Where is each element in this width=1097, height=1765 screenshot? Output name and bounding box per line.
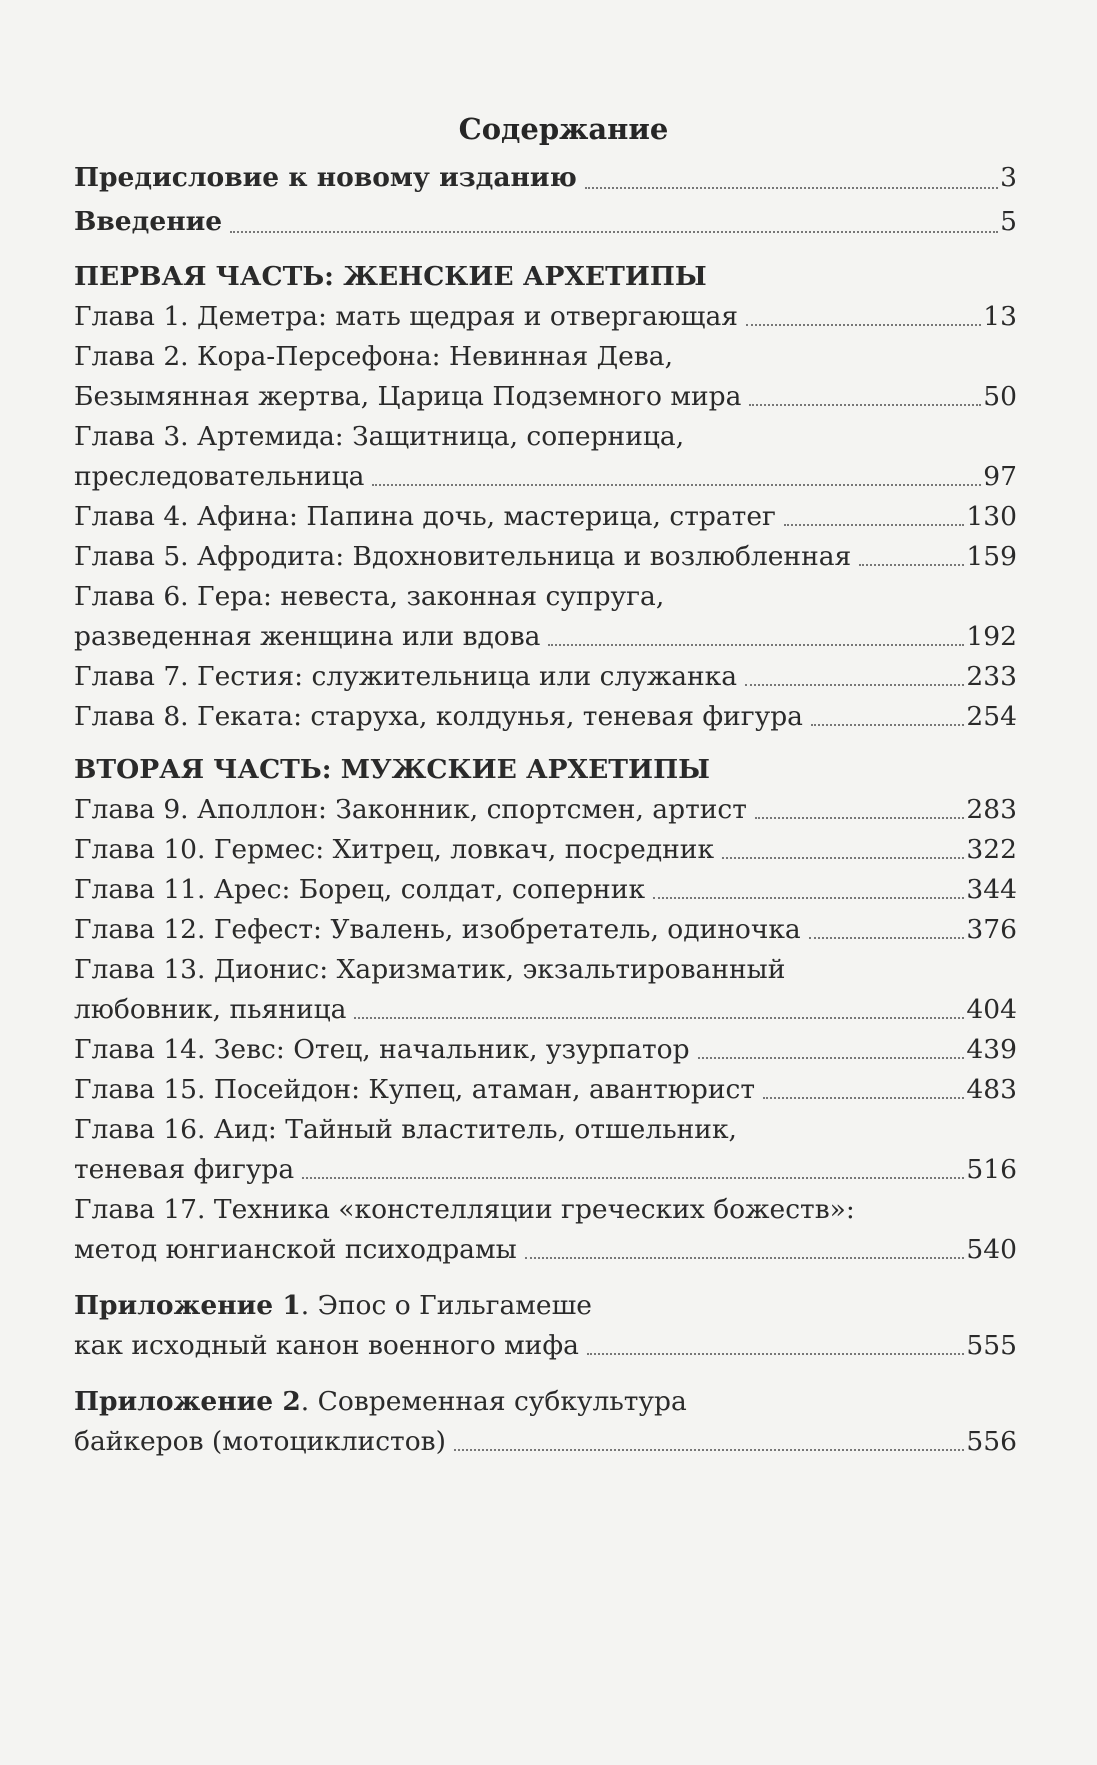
leader-dots — [746, 324, 981, 326]
front-matter — [74, 156, 1017, 244]
entry-title-line1: Глава 2. Кора-Персефона: Невинная Дева, — [74, 341, 674, 372]
leader-dots — [230, 231, 998, 233]
toc-entry-ch4[interactable] — [74, 497, 1017, 537]
toc-entry-ch3[interactable] — [74, 417, 1017, 497]
entry-title-line2: байкеров (мотоциклистов) — [74, 1426, 446, 1457]
toc-entry-appendix1[interactable] — [74, 1286, 1017, 1366]
entry-title-line2: преследовательница — [74, 461, 365, 492]
leader-dots — [811, 724, 964, 726]
entry-title-line1: Глава 16. Аид: Тайный властитель, отшельник, — [74, 1114, 737, 1145]
leader-dots — [784, 524, 965, 526]
leader-dots — [587, 1353, 965, 1355]
toc-entry-ch5[interactable] — [74, 537, 1017, 577]
entry-title-line2: Безымянная жертва, Царица Подземного мира — [74, 381, 742, 412]
leader-dots — [372, 484, 981, 486]
entry-page: 254 — [966, 701, 1017, 732]
toc-entry-ch7[interactable] — [74, 657, 1017, 697]
entry-title-line2: метод юнгианской психодрамы — [74, 1234, 517, 1265]
entry-page: 344 — [966, 874, 1017, 905]
entry-page: 5 — [1000, 206, 1017, 237]
entry-title: Глава 11. Арес: Борец, солдат, соперник — [74, 874, 646, 905]
entry-title: Глава 12. Гефест: Увалень, изобретатель, одиночка — [74, 914, 801, 945]
entry-title-line1: . Эпос о Гильгамеше — [300, 1290, 592, 1321]
leader-dots — [354, 1017, 964, 1019]
toc-entry-ch15[interactable] — [74, 1070, 1017, 1110]
toc-entry-ch9[interactable] — [74, 790, 1017, 830]
entry-page: 283 — [966, 794, 1017, 825]
entry-title-line1: Глава 6. Гера: невеста, законная супруга, — [74, 581, 665, 612]
entry-page: 483 — [966, 1074, 1017, 1105]
toc-entry-ch8[interactable] — [74, 697, 1017, 737]
toc-entry-ch10[interactable] — [74, 830, 1017, 870]
entry-title: Глава 10. Гермес: Хитрец, ловкач, посредник — [74, 834, 715, 865]
entry-title: Введение — [74, 206, 223, 237]
toc-entry-ch2[interactable] — [74, 337, 1017, 417]
entry-page: 192 — [966, 621, 1017, 652]
page-title: Содержание — [458, 112, 669, 146]
entry-page: 233 — [966, 661, 1017, 692]
entry-page: 50 — [983, 381, 1017, 412]
entry-title: Глава 8. Геката: старуха, колдунья, теневая фигура — [74, 701, 803, 732]
entry-title-line1: Глава 3. Артемида: Защитница, соперница, — [74, 421, 685, 452]
entry-page: 439 — [966, 1034, 1017, 1065]
entry-title-line2: теневая фигура — [74, 1154, 295, 1185]
toc-entry-ch6[interactable] — [74, 577, 1017, 657]
entry-title-line1: Глава 13. Дионис: Харизматик, экзальтированный — [74, 954, 786, 985]
entry-page: 322 — [966, 834, 1017, 865]
entry-page: 404 — [966, 994, 1017, 1025]
entry-page: 540 — [966, 1234, 1017, 1265]
leader-dots — [859, 564, 964, 566]
toc-entry-ch11[interactable] — [74, 870, 1017, 910]
leader-dots — [302, 1177, 964, 1179]
entry-page: 516 — [966, 1154, 1017, 1185]
entry-page: 13 — [983, 301, 1017, 332]
leader-dots — [809, 937, 965, 939]
appendix-label: Приложение 2 — [74, 1386, 301, 1417]
entry-page: 159 — [966, 541, 1017, 572]
appendix-label: Приложение 1 — [74, 1290, 301, 1321]
part1-heading: ПЕРВАЯ ЧАСТЬ: ЖЕНСКИЕ АРХЕТИПЫ — [74, 261, 707, 292]
entry-title: Глава 1. Деметра: мать щедрая и отвергающая — [74, 301, 738, 332]
toc-entry-introduction[interactable] — [74, 200, 1017, 244]
leader-dots — [548, 644, 964, 646]
leader-dots — [745, 684, 964, 686]
toc-entry-appendix2[interactable] — [74, 1382, 1017, 1462]
leader-dots — [722, 857, 964, 859]
leader-dots — [755, 817, 965, 819]
toc-entry-preface[interactable] — [74, 156, 1017, 200]
entry-title: Глава 4. Афина: Папина дочь, мастерица, стратег — [74, 501, 776, 532]
entry-title: Глава 5. Афродита: Вдохновительница и возлюбленная — [74, 541, 852, 572]
entry-page: 376 — [966, 914, 1017, 945]
leader-dots — [454, 1449, 964, 1451]
entry-page: 97 — [983, 461, 1017, 492]
entry-page: 555 — [966, 1330, 1017, 1361]
leader-dots — [698, 1057, 965, 1059]
toc-entry-ch16[interactable] — [74, 1110, 1017, 1190]
entry-title: Глава 7. Гестия: служительница или служанка — [74, 661, 738, 692]
leader-dots — [525, 1257, 965, 1259]
entry-page: 556 — [966, 1426, 1017, 1457]
entry-title-line2: любовник, пьяница — [74, 994, 347, 1025]
toc-entry-ch12[interactable] — [74, 910, 1017, 950]
leader-dots — [653, 897, 964, 899]
entry-title-line2: как исходный канон военного мифа — [74, 1330, 579, 1361]
toc-entry-ch13[interactable] — [74, 950, 1017, 1030]
leader-dots — [585, 187, 998, 189]
toc-entry-ch14[interactable] — [74, 1030, 1017, 1070]
entry-title-line1: Глава 17. Техника «констелляции греческих божеств»: — [74, 1194, 855, 1225]
entry-page: 3 — [1000, 162, 1017, 193]
entry-title: Глава 14. Зевс: Отец, начальник, узурпатор — [74, 1034, 690, 1065]
entry-title-line2: разведенная женщина или вдова — [74, 621, 541, 652]
part2-heading: ВТОРАЯ ЧАСТЬ: МУЖСКИЕ АРХЕТИПЫ — [74, 754, 710, 785]
entry-title: Предисловие к новому изданию — [74, 162, 577, 193]
leader-dots — [749, 404, 981, 406]
entry-page: 130 — [966, 501, 1017, 532]
toc-entry-ch17[interactable] — [74, 1190, 1017, 1270]
entry-title-line1: . Современная субкультура — [300, 1386, 687, 1417]
toc-entry-ch1[interactable] — [74, 297, 1017, 337]
leader-dots — [763, 1097, 964, 1099]
entry-title: Глава 15. Посейдон: Купец, атаман, авантюрист — [74, 1074, 755, 1105]
entry-title: Глава 9. Аполлон: Законник, спортсмен, артист — [74, 794, 747, 825]
